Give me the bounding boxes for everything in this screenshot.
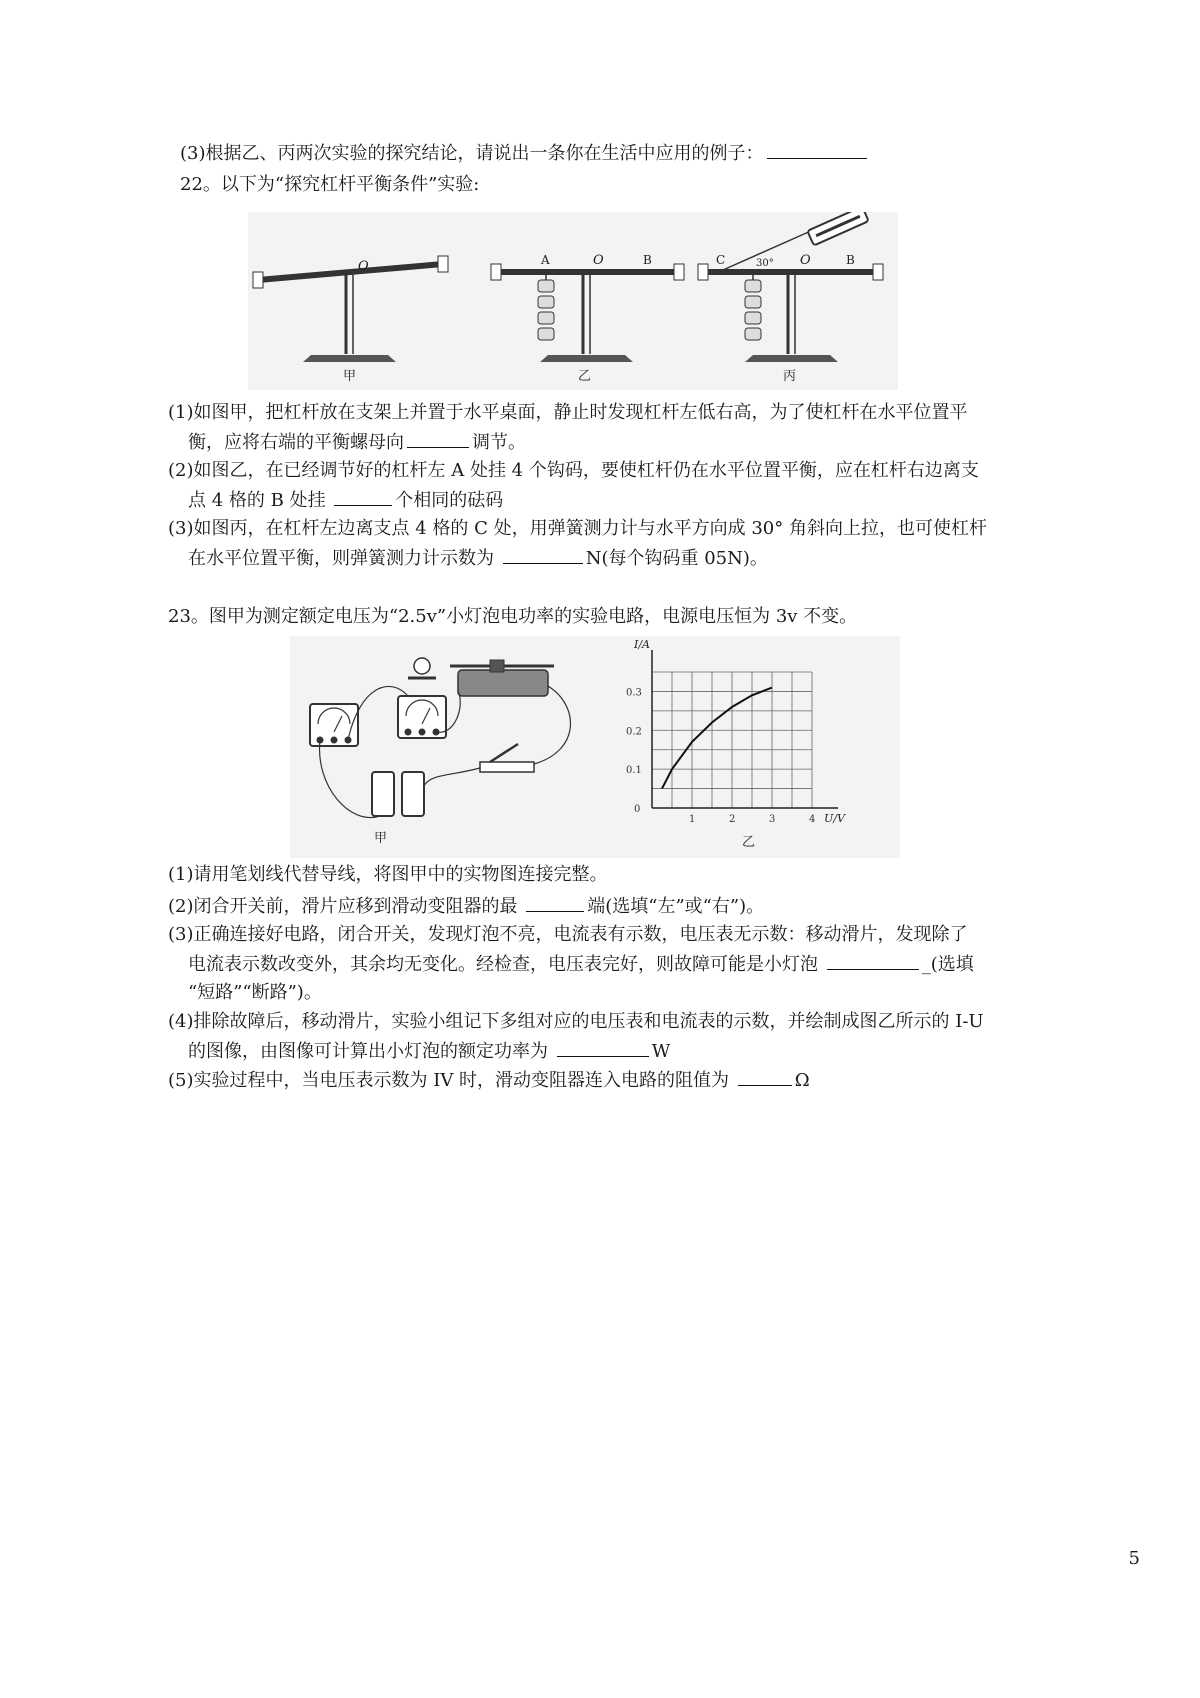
label-jia: 甲 xyxy=(343,369,357,384)
circuit-figure xyxy=(290,636,900,858)
x-tick-label: 2 xyxy=(729,814,736,825)
q22-part2-line2: 点 4 格的 B 处挂 个相同的砝码 xyxy=(188,487,503,514)
q21-part3: (3)根据乙、丙两次实验的探究结论，请说出一条你在生活中应用的例子： xyxy=(180,140,870,167)
answer-blank[interactable] xyxy=(526,893,584,912)
q23-part5: (5)实验过程中，当电压表示数为 IV 时，滑动变阻器连入电路的阻值为 Ω xyxy=(168,1067,810,1094)
label-c: C xyxy=(716,253,726,267)
label-circuit-jia: 甲 xyxy=(374,831,388,846)
answer-blank[interactable] xyxy=(738,1067,792,1086)
q23-part3-line1: (3)正确连接好电路，闭合开关，发现灯泡不亮，电流表有示数，电压表无示数：移动滑片，发现除了 xyxy=(168,924,968,945)
answer-blank[interactable] xyxy=(827,951,919,970)
label-o-yi: O xyxy=(593,253,604,268)
q23-part3-line3: “短路”“断路”)。 xyxy=(188,982,322,1003)
q22-part3-line2: 在水平位置平衡，则弹簧测力计示数为 N(每个钩码重 05N)。 xyxy=(188,545,768,572)
lever-figure xyxy=(248,212,898,390)
lever-jia xyxy=(253,256,448,384)
label-b-yi: B xyxy=(643,253,652,267)
circuit-diagram xyxy=(290,636,900,858)
spring-scale xyxy=(807,212,868,246)
answer-blank[interactable] xyxy=(407,429,469,448)
y-tick-label: 0.2 xyxy=(626,726,642,738)
answer-blank[interactable] xyxy=(767,140,867,159)
q23-part4-line2: 的图像，由图像可计算出小灯泡的额定功率为 W xyxy=(188,1038,670,1065)
label-a: A xyxy=(541,253,550,267)
q23-heading: 23。图甲为测定额定电压为“2.5v”小灯泡电功率的实验电路，电源电压恒为 3v 不变。 xyxy=(168,606,858,627)
q22-heading: 22。以下为“探究杠杆平衡条件”实验: xyxy=(180,174,480,195)
y-tick-label: 0.1 xyxy=(626,765,642,777)
label-b-bing: B xyxy=(846,253,855,267)
origin-label: 0 xyxy=(634,804,641,815)
x-tick-label: 1 xyxy=(689,814,696,825)
label-bing: 丙 xyxy=(783,369,797,384)
label-chart-yi: 乙 xyxy=(742,835,756,850)
y-axis-label: I/A xyxy=(634,638,650,651)
lever-yi xyxy=(491,253,684,384)
label-o-jia: O xyxy=(358,259,369,274)
x-tick-label: 4 xyxy=(809,814,816,825)
answer-blank[interactable] xyxy=(503,545,583,564)
iu-chart xyxy=(626,638,846,825)
y-tick-label: 0.3 xyxy=(626,687,642,699)
x-axis-label: U/V xyxy=(824,812,845,825)
label-yi: 乙 xyxy=(578,369,592,384)
lever-bing xyxy=(698,212,883,384)
q23-part1: (1)请用笔划线代替导线，将图甲中的实物图连接完整。 xyxy=(168,864,608,885)
page-number: 5 xyxy=(1128,1548,1140,1569)
series-line-I-U xyxy=(662,688,772,789)
answer-blank[interactable] xyxy=(334,487,392,506)
q22-part3-line1: (3)如图丙，在杠杆左边离支点 4 格的 C 处，用弹簧测力计与水平方向成 30° 角斜向上拉，也可使杠杆 xyxy=(168,518,987,539)
answer-blank[interactable] xyxy=(557,1038,649,1057)
q22-part1-line1: (1)如图甲，把杠杆放在支架上并置于水平桌面，静止时发现杠杆左低右高，为了使杠杆在水平位置平 xyxy=(168,402,968,423)
q23-part3-line2: 电流表示数改变外，其余均无变化。经检查，电压表完好，则故障可能是小灯泡 _(选填 xyxy=(188,951,974,978)
label-angle: 30° xyxy=(756,258,774,269)
q22-part1-line2: 衡，应将右端的平衡螺母向 调节。 xyxy=(188,429,526,456)
q22-part2-line1: (2)如图乙，在已经调节好的杠杆左 A 处挂 4 个钩码，要使杠杆仍在水平位置平衡，应在杠杆右边离支 xyxy=(168,460,979,481)
lever-diagram xyxy=(248,212,898,390)
circuit-jia xyxy=(310,658,570,818)
label-o-bing: O xyxy=(800,253,811,268)
q23-part4-line1: (4)排除故障后，移动滑片，实验小组记下多组对应的电压表和电流表的示数，并绘制成图乙所示的 I-U xyxy=(168,1011,984,1032)
x-tick-label: 3 xyxy=(769,814,776,825)
q23-part2: (2)闭合开关前，滑片应移到滑动变阻器的最 端(选填“左”或“右”)。 xyxy=(168,893,764,920)
